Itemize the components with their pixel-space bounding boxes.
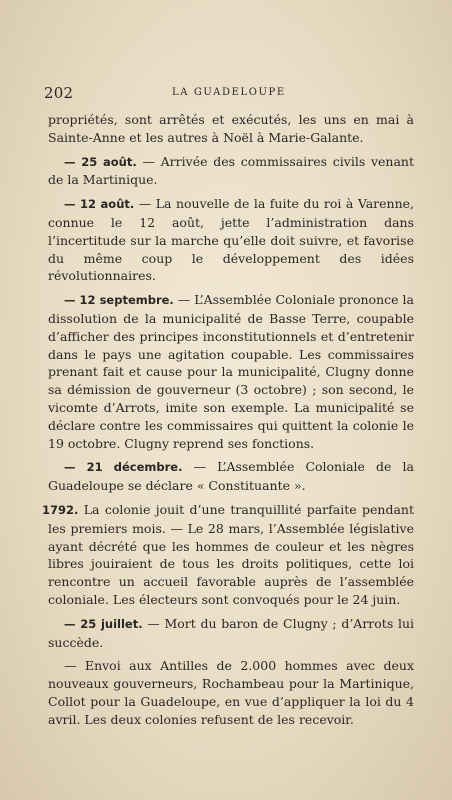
entry-21-decembre bbox=[48, 458, 414, 495]
entry-text: — Arrivée des commissaires civils venant de la Martinique. bbox=[48, 153, 414, 188]
entry-text: — L’Assemblée Coloniale de la Guadeloupe se déclare « Constituante ». bbox=[48, 459, 414, 494]
entry-year: 1792. bbox=[42, 502, 79, 517]
body-text bbox=[42, 111, 414, 729]
running-title: LA GUADELOUPE bbox=[172, 87, 286, 98]
entry-text: — L’Assemblée Coloniale prononce la dissolution de la municipalité de Basse Terre, coupable d’afficher des principes inconstitutionnels et d’entretenir dans le pays une agitation coupable. Les commissaires prenant fait et cause pour la municipalité, Clugny donne sa démission de gouverneur (3 octobre) ; son second, le vicomte d’Arrots, imite son exemple. La municipalité se déclare contre les commissaires qui quittent la colonie le 19 octobre. Clugny reprend ses fonctions. bbox=[48, 292, 414, 451]
entry-date: — 25 août. bbox=[64, 154, 137, 169]
entry-text: — Mort du baron de Clugny ; d’Arrots lui succède. bbox=[48, 615, 414, 650]
entry-date: — 12 août. bbox=[64, 197, 135, 212]
page-header bbox=[44, 84, 416, 102]
paragraph-text: propriétés, sont arrêtés et exécutés, les uns en mai à Sainte-Anne et les autres à Noël à Marie-Galante. bbox=[48, 112, 414, 145]
entry-year-1792 bbox=[42, 501, 414, 609]
entry-text: — La nouvelle de la fuite du roi à Varenne, connue le 12 août, jette l’administration dans l’incertitude sur la marche qu’elle doit suivre, et favorise du même coup le développement des idées révolutionnaires. bbox=[48, 196, 414, 284]
entry-text: La colonie jouit d’une tranquillité parfaite pendant les premiers mois. — Le 28 mars, l’Assemblée législative ayant décrété que les hommes de couleur et les nègres libres jouiraient de tous les droits politiques, cette loi rencontre un accueil favorable auprès de l’assemblée coloniale. Les électeurs sont convoqués pour le 24 juin. bbox=[48, 501, 414, 607]
entry-12-aout bbox=[48, 195, 414, 285]
entry-date: — 12 septembre. bbox=[64, 293, 174, 308]
entry-date: — 21 décembre. bbox=[64, 460, 183, 475]
entry-25-juillet bbox=[48, 615, 414, 652]
entry-envoi-antilles bbox=[48, 657, 414, 728]
page-number: 202 bbox=[44, 84, 74, 102]
entry-date: — 25 juillet. bbox=[64, 616, 143, 631]
entry-text: — Envoi aux Antilles de 2.000 hommes avec deux nouveaux gouverneurs, Rochambeau pour la Martinique, Collot pour la Guadeloupe, en vue d’appliquer la loi du 4 avril. Les deux colonies refusent de les recevoir. bbox=[48, 658, 414, 727]
entry-25-aout bbox=[48, 153, 414, 190]
paragraph-continuation bbox=[48, 111, 414, 147]
entry-12-septembre bbox=[48, 291, 414, 452]
